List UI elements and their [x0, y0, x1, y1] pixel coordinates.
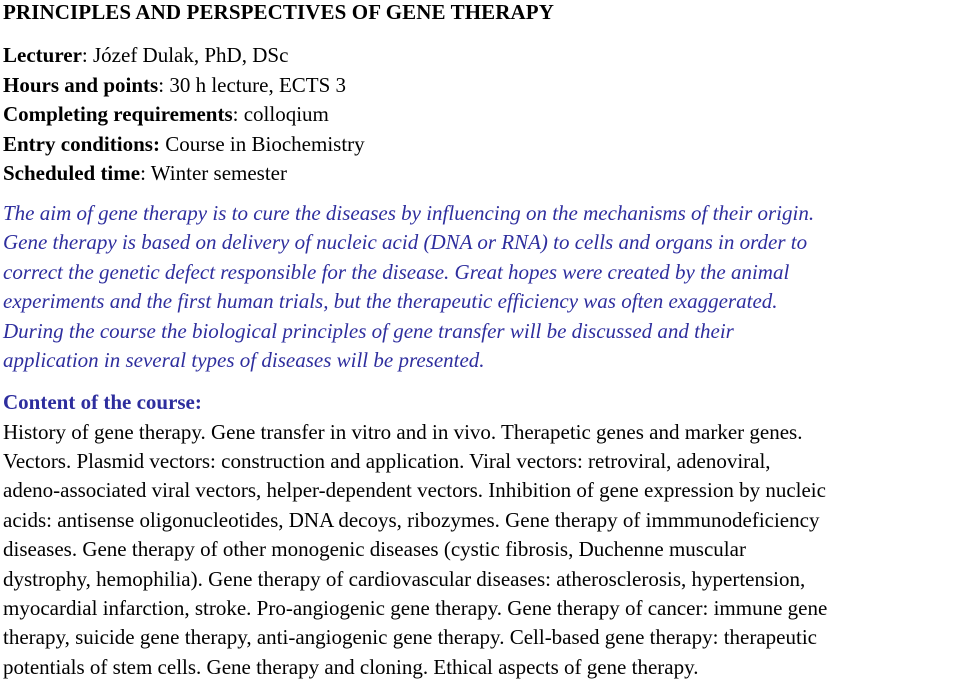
info-label-entry: Entry conditions:	[3, 131, 160, 156]
info-value-lecturer: Józef Dulak, PhD, DSc	[87, 43, 289, 67]
info-value-hours: 30 h lecture, ECTS 3	[164, 72, 347, 97]
aim-line: During the course the biological principles of gene transfer will be discussed and their	[3, 318, 734, 343]
info-sep-requirements: :	[232, 102, 239, 126]
content-line: diseases. Gene therapy of other monogenic diseases (cystic fibrosis, Duchenne muscular	[3, 537, 746, 562]
info-value-entry: Course in Biochemistry	[159, 131, 365, 156]
course-title: PRINCIPLES AND PERSPECTIVES OF GENE THERAPY	[3, 0, 554, 24]
info-row-entry	[3, 130, 959, 160]
info-label-schedule: Scheduled time	[3, 161, 141, 185]
aim-line: Gene therapy is based on delivery of nucleic acid (DNA or RNA) to cells and organs in order to	[3, 230, 808, 255]
aim-line: correct the genetic defect responsible for the disease. Great hopes were created by the animal	[3, 259, 790, 284]
info-row-requirements	[3, 100, 959, 130]
content-line: Vectors. Plasmid vectors: construction and application. Viral vectors: retroviral, adenoviral,	[3, 448, 771, 473]
info-value-requirements: colloqium	[238, 102, 329, 126]
content-line: myocardial infarction, stroke. Pro-angiogenic gene therapy. Gene therapy of cancer: immune gene	[3, 596, 828, 620]
info-sep-schedule: :	[140, 161, 146, 185]
content-line: dystrophy, hemophilia). Gene therapy of cardiovascular diseases: atherosclerosis, hypertension,	[3, 566, 806, 591]
content-line: therapy, suicide gene therapy, anti-angiogenic gene therapy. Cell-based gene therapy: therapeutic	[3, 625, 817, 650]
info-sep-lecturer: :	[81, 43, 88, 67]
content-line: potentials of stem cells. Gene therapy and cloning. Ethical aspects of gene therapy.	[3, 654, 699, 679]
content-line: adeno-associated viral vectors, helper-dependent vectors. Inhibition of gene expression by nucleic	[3, 478, 826, 503]
aim-line: application in several types of diseases will be presented.	[3, 348, 485, 373]
course-content-paragraph	[3, 418, 959, 683]
aim-line: experiments and the first human trials, but the therapeutic efficiency was often exaggerated.	[3, 289, 778, 314]
aim-line: The aim of gene therapy is to cure the diseases by influencing on the mechanisms of their origin.	[3, 200, 815, 225]
content-heading: Content of the course:	[3, 390, 202, 415]
info-row-lecturer	[3, 41, 959, 71]
content-line: History of gene therapy. Gene transfer in vitro and in vivo. Therapetic genes and marker genes.	[3, 419, 803, 444]
info-label-requirements: Completing requirements	[3, 102, 233, 126]
info-value-schedule: Winter semester	[145, 161, 287, 185]
content-line: acids: antisense oligonucleotides, DNA decoys, ribozymes. Gene therapy of immmunodeficiency	[3, 507, 820, 532]
course-info	[3, 41, 959, 189]
info-row-schedule	[3, 159, 959, 189]
info-sep-hours: :	[158, 72, 165, 97]
info-row-hours	[3, 71, 959, 101]
info-label-hours: Hours and points	[3, 72, 159, 97]
course-aim-paragraph	[3, 199, 959, 377]
info-label-lecturer: Lecturer	[3, 43, 82, 67]
